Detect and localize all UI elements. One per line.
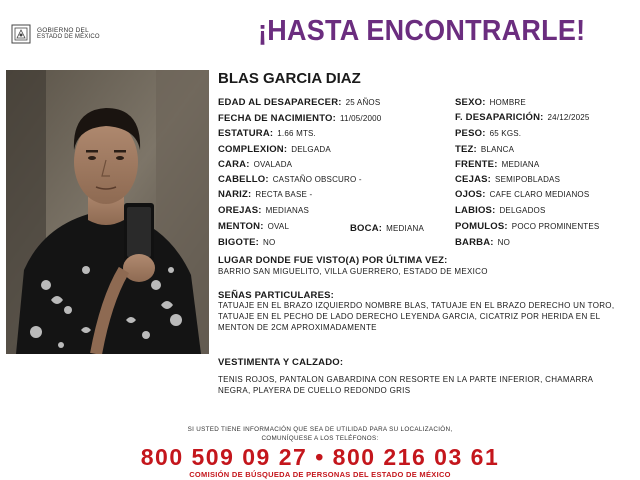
field-value: OVAL — [267, 222, 290, 231]
contact-info-line-2: COMUNÍQUESE A LOS TELÉFONOS: — [261, 435, 379, 442]
field-label: MENTON: — [218, 221, 264, 232]
contact-info-line-1: SI USTED TIENE INFORMACIÓN QUE SEA DE UTILIDAD PARA SU LOCALIZACIÓN, — [187, 426, 453, 433]
field-bigote — [218, 237, 275, 248]
field-value: 11/05/2000 — [340, 114, 382, 123]
missing-person-photo — [6, 70, 209, 354]
field-value: POCO PROMINENTES — [511, 222, 600, 231]
field-value: SEMIPOBLADAS — [495, 175, 561, 184]
field-fecha-nacimiento — [218, 113, 381, 124]
field-label: F. DESAPARICIÓN: — [455, 112, 544, 123]
field-boca — [350, 223, 424, 234]
headline: ¡HASTA ENCONTRARLE! — [258, 15, 586, 47]
field-value: 65 KGS. — [489, 129, 522, 138]
field-tez — [455, 144, 514, 155]
field-value: DELGADA — [291, 145, 331, 154]
field-label: ESTATURA: — [218, 128, 274, 139]
field-sexo — [455, 97, 526, 108]
field-value: MEDIANAS — [265, 206, 310, 215]
field-value: NO — [497, 238, 511, 247]
field-label: POMULOS: — [455, 221, 508, 232]
last-seen-text: BARRIO SAN MIGUELITO, VILLA GUERRERO, ESTADO DE MEXICO — [218, 267, 488, 276]
field-label: SEXO: — [455, 97, 486, 108]
field-label: TEZ: — [455, 144, 477, 155]
field-label: CARA: — [218, 159, 250, 170]
gov-line-1: GOBIERNO DEL — [37, 27, 89, 34]
marks-title: SEÑAS PARTICULARES: — [218, 290, 335, 301]
field-cejas — [455, 174, 560, 185]
field-label: BIGOTE: — [218, 237, 259, 248]
person-name: BLAS GARCIA DIAZ — [218, 70, 361, 87]
field-edad — [218, 97, 380, 108]
gov-line-2: ESTADO DE MÉXICO — [37, 34, 100, 40]
field-menton — [218, 221, 289, 232]
field-label: NARIZ: — [218, 189, 252, 200]
field-label: FECHA DE NACIMIENTO: — [218, 113, 336, 124]
clothing-text: TENIS ROJOS, PANTALON GABARDINA CON RESORTE EN LA PARTE INFERIOR, CHAMARRA NEGRA, PLAYERA DE CUELLO REDONDO GRIS — [218, 375, 593, 395]
field-value: MEDIANA — [501, 160, 540, 169]
field-label: OJOS: — [455, 189, 486, 200]
field-frente — [455, 159, 539, 170]
field-estatura — [218, 128, 316, 139]
phone-numbers: 800 509 09 27 • 800 216 03 61 — [140, 444, 500, 470]
field-value: MEDIANA — [386, 224, 424, 233]
field-peso — [455, 128, 521, 139]
field-f-desaparicion — [455, 112, 590, 123]
clothing-title: VESTIMENTA Y CALZADO: — [218, 357, 344, 368]
field-label: OREJAS: — [218, 205, 262, 216]
field-value: NO — [262, 238, 276, 247]
commission-footer: COMISIÓN DE BÚSQUEDA DE PERSONAS DEL ESTADO DE MÉXICO — [189, 470, 451, 479]
field-cabello — [218, 174, 362, 185]
field-value: CAFE CLARO MEDIANOS — [489, 190, 590, 199]
field-label: EDAD AL DESAPARECER: — [218, 97, 342, 108]
field-value: BLANCA — [480, 145, 515, 154]
photo-image — [6, 70, 209, 354]
field-ojos — [455, 189, 589, 200]
field-pomulos — [455, 221, 599, 232]
field-value: RECTA BASE - — [255, 190, 313, 199]
field-label: FRENTE: — [455, 159, 498, 170]
field-orejas — [218, 205, 309, 216]
field-label: BARBA: — [455, 237, 494, 248]
field-label: COMPLEXION: — [218, 144, 288, 155]
last-seen-title: LUGAR DONDE FUE VISTO(A) POR ÚLTIMA VEZ: — [218, 255, 448, 266]
field-value: OVALADA — [253, 160, 293, 169]
field-barba — [455, 237, 510, 248]
field-nariz — [218, 189, 312, 200]
field-label: CABELLO: — [218, 174, 269, 185]
field-value: HOMBRE — [489, 98, 526, 107]
field-value: DELGADOS — [499, 206, 546, 215]
field-complexion — [218, 144, 331, 155]
government-text — [37, 27, 100, 41]
field-value: 24/12/2025 — [547, 113, 590, 122]
marks-text: TATUAJE EN EL BRAZO IZQUIERDO NOMBRE BLAS, TATUAJE EN EL BRAZO DERECHO UN TORO, TATUAJE EN EL PECHO DE LADO DERECHO LEYENDA GARCIA, CICATRIZ POR HERIDA EN EL MENTON DE 2CM APROXIMADAMENTE — [218, 301, 615, 332]
field-label: PESO: — [455, 128, 486, 139]
field-label: CEJAS: — [455, 174, 492, 185]
field-labios — [455, 205, 546, 216]
field-value: 1.66 MTS. — [277, 129, 316, 138]
state-seal-icon — [10, 23, 32, 45]
field-label: BOCA: — [350, 223, 383, 234]
field-value: CASTAÑO OBSCURO - — [272, 175, 362, 184]
field-value: 25 AÑOS — [345, 98, 381, 107]
field-label: LABIOS: — [455, 205, 496, 216]
field-cara — [218, 159, 292, 170]
government-logo — [10, 22, 120, 46]
